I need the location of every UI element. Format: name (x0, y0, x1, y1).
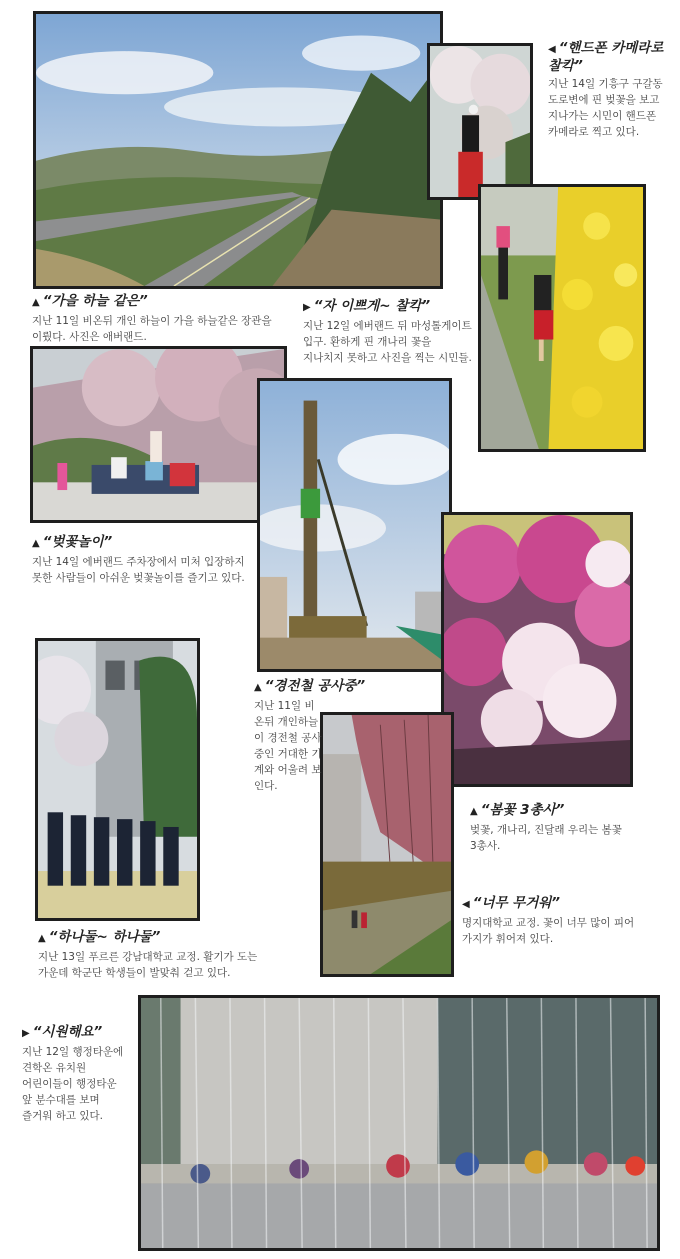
caption-fountain-title-text: “시원해요” (32, 1024, 103, 1040)
caption-spring3 (470, 802, 630, 854)
fountain-image (141, 998, 657, 1248)
caption-pretty-body: 지난 12일 에버랜드 뒤 마성톨게이트 입구. 환하게 핀 개나리 꽃을 지나치지 못하고 사진을 찍는 시민들. (303, 320, 472, 364)
picnic-image (33, 349, 284, 520)
caption-phone-body: 지난 14일 기흥구 구갈동 도로변에 핀 벚꽃을 보고 지나가는 시민이 핸드폰 카메라로 찍고 있다. (548, 78, 663, 138)
heavy-branches-image (323, 715, 451, 974)
caption-heavy-body: 명지대학교 교정. 꽃이 너무 많이 피어 가지가 휘어져 있다. (462, 917, 635, 945)
triangle-up-icon: ▲ (32, 538, 40, 549)
caption-cadets (38, 929, 268, 981)
caption-cadets-title (38, 929, 268, 947)
triangle-up-icon: ▲ (254, 682, 262, 693)
caption-construction (254, 678, 366, 794)
caption-spring3-body: 벚꽃, 개나리, 진달래 우리는 봄꽃 3총사. (470, 824, 622, 852)
photo-fountain (138, 995, 660, 1251)
caption-heavy-title (462, 895, 640, 913)
caption-pretty-title-text: “자 이쁘게~ 찰칵” (313, 298, 431, 314)
caption-picnic-title (32, 534, 254, 552)
spring-flowers-image (444, 515, 630, 784)
caption-picnic-title-text: “벚꽃놀이” (42, 534, 113, 550)
triangle-left-icon: ◀ (462, 899, 470, 910)
forsythia-image (481, 187, 643, 449)
caption-construction-title (254, 678, 366, 696)
caption-picnic (32, 534, 254, 586)
triangle-up-icon: ▲ (32, 297, 40, 308)
photo-cadets (35, 638, 200, 921)
construction-image (260, 381, 449, 669)
caption-highway (32, 293, 282, 345)
photo-spring-flowers (441, 512, 633, 787)
caption-highway-body: 지난 11일 비온뒤 개인 하늘이 가을 하늘같은 장관을 이뤘다. 사진은 애버랜드. (32, 315, 272, 343)
caption-phone-title-text: “핸드폰 카메라로 찰칵” (548, 40, 664, 74)
caption-phone (548, 40, 670, 140)
caption-fountain-title (22, 1024, 130, 1042)
photo-phone-camera (427, 43, 533, 200)
caption-fountain (22, 1024, 130, 1124)
caption-phone-title (548, 40, 670, 74)
photo-heavy-branches (320, 712, 454, 977)
caption-construction-body: 지난 11일 비온뒤 개인하늘이 경전철 공사중인 거대한 기계와 어울려 보인다. (254, 700, 322, 792)
caption-cadets-title-text: “하나둘~ 하나둘” (48, 929, 161, 945)
triangle-left-icon: ◀ (548, 44, 556, 55)
photo-forsythia (478, 184, 646, 452)
triangle-up-icon: ▲ (470, 806, 478, 817)
triangle-up-icon: ▲ (38, 933, 46, 944)
caption-spring3-title (470, 802, 630, 820)
triangle-right-icon: ▶ (22, 1028, 30, 1039)
photo-picnic (30, 346, 287, 523)
caption-heavy (462, 895, 640, 947)
photo-construction (257, 378, 452, 672)
caption-heavy-title-text: “너무 무거워” (472, 895, 560, 911)
caption-highway-title-text: “가을 하늘 같은” (42, 293, 148, 309)
cadets-image (38, 641, 197, 918)
caption-highway-title (32, 293, 282, 311)
caption-fountain-body: 지난 12일 행정타운에 견학온 유치원 어린이들이 행정타운 앞 분수대를 보며 즐거워 하고 있다. (22, 1046, 124, 1122)
phone-camera-image (430, 46, 530, 197)
caption-cadets-body: 지난 13일 푸르른 강남대학교 교정. 활기가 도는 가운데 학군단 학생들이 발맞춰 걷고 있다. (38, 951, 258, 979)
caption-picnic-body: 지난 14일 에버랜드 주차장에서 미처 입장하지 못한 사람들이 아쉬운 벚꽃놀이를 즐기고 있다. (32, 556, 245, 584)
photo-highway-sky (33, 11, 443, 289)
caption-pretty-title (303, 298, 475, 316)
triangle-right-icon: ▶ (303, 302, 311, 313)
highway-image (36, 14, 440, 286)
caption-pretty (303, 298, 475, 366)
caption-spring3-title-text: “봄꽃 3총사” (480, 802, 565, 818)
caption-construction-title-text: “경전철 공사중” (264, 678, 366, 694)
